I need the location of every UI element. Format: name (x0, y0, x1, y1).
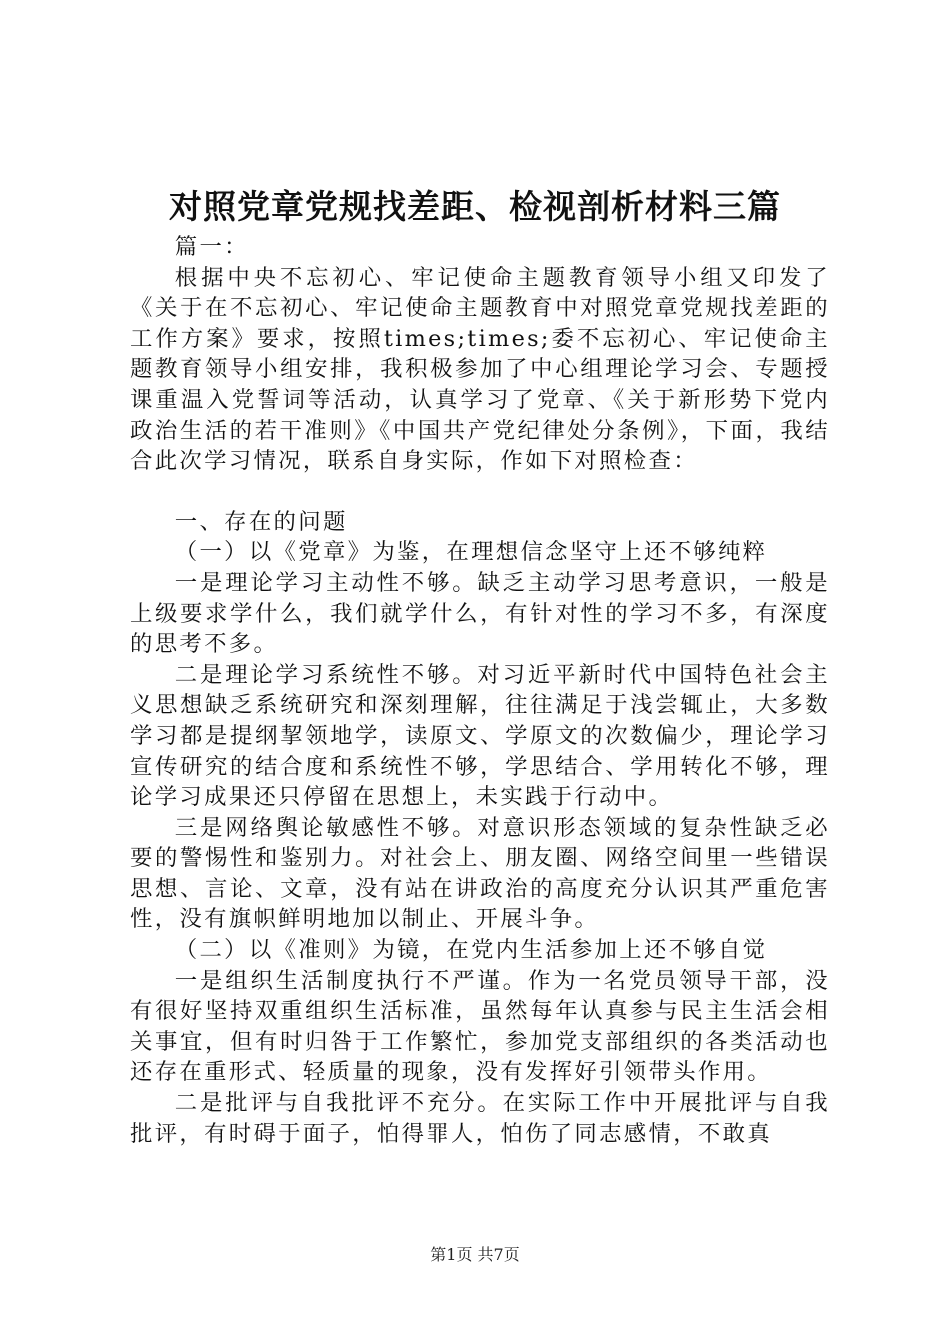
document-title: 对照党章党规找差距、检视剖析材料三篇 (169, 187, 781, 226)
document-body (130, 232, 830, 1149)
body-paragraph: 一是组织生活制度执行不严谨。作为一名党员领导干部，没有很好坚持双重组织生活标准，虽然每年认真参与民主生活会相关事宜，但有时归咎于工作繁忙，参加党支部组织的各类活动也还存在重形式、轻质量的现象，没有发挥好引领带头作用。 (130, 967, 830, 1086)
section-label: 篇一： (174, 234, 249, 260)
subsection-heading: （二）以《准则》为镜，在党内生活参加上还不够自觉 (174, 937, 768, 964)
body-paragraph: 二是批评与自我批评不充分。在实际工作中开展批评与自我批评，有时碍于面子，怕得罪人，怕伤了同志感情，不敢真 (130, 1090, 830, 1147)
body-paragraph: 一是理论学习主动性不够。缺乏主动学习思考意识，一般是上级要求学什么，我们就学什么，有针对性的学习不多，有深度的思考不多。 (130, 569, 830, 658)
subsection-heading: （一）以《党章》为鉴，在理想信念坚守上还不够纯粹 (174, 539, 768, 566)
intro-paragraph: 根据中央不忘初心、牢记使命主题教育领导小组又印发了《关于在不忘初心、牢记使命主题教育中对照党章党规找差距的工作方案》要求，按照times;times;委不忘初心、牢记使命主题教育领导小组安排，我积极参加了中心组理论学习会、专题授课重温入党誓词等活动，认真学习了党章、《关于新形势下党内政治生活的若干准则》《中国共产党纪律处分条例》，下面，我结合此次学习情况，联系自身实际，作如下对照检查： (130, 264, 830, 475)
body-paragraph: 三是网络舆论敏感性不够。对意识形态领域的复杂性缺乏必要的警惕性和鉴别力。对社会上、朋友圈、网络空间里一些错误思想、言论、文章，没有站在讲政治的高度充分认识其严重危害性，没有旗帜鲜明地加以制止、开展斗争。 (130, 814, 830, 933)
body-paragraph: 二是理论学习系统性不够。对习近平新时代中国特色社会主义思想缺乏系统研究和深刻理解，往往满足于浅尝辄止，大多数学习都是提纲挈领地学，读原文、学原文的次数偏少，理论学习宣传研究的结合度和系统性不够，学思结合、学用转化不够，理论学习成果还只停留在思想上，未实践于行动中。 (130, 661, 830, 811)
section-heading: 一、存在的问题 (174, 508, 348, 535)
page-footer: 第1页 共7页 (430, 1245, 520, 1264)
